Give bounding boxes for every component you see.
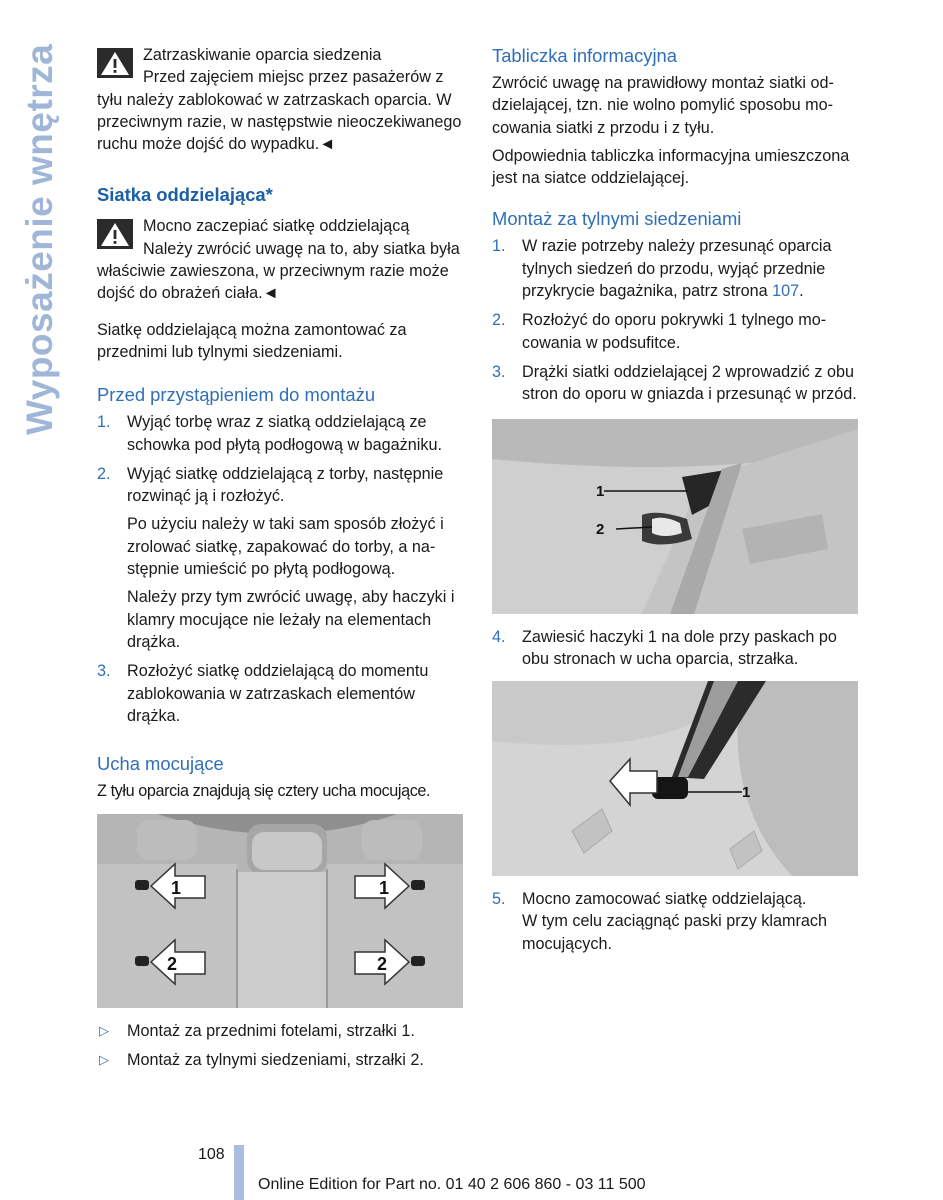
figure-label-1: 1 — [742, 784, 751, 802]
figure-rear-seat-anchors — [97, 814, 463, 1008]
steps-list-rear-mount-cont — [492, 626, 858, 671]
info-plate-text-2: Odpowiednia tabliczka informacyjna umieszczona jest na siatce oddzielającej. — [492, 146, 850, 188]
figure-label-2-right: 2 — [377, 954, 388, 975]
triangle-bullet-icon: ▷ — [99, 1023, 109, 1039]
warning-triangle-icon — [97, 219, 133, 249]
figure-headliner-mount — [492, 419, 858, 614]
figure-label-2: 2 — [596, 520, 605, 538]
list-item: 2. Wyjąć siatkę oddzielającą z torby, następnie rozwinąć ją i rozłożyć. Po użyciu należy w taki sam sposób złożyć i zrolować siatkę, zapakować do torby, a następnie umieścić po płytą podłogową. Należy przy tym zwrócić uwagę, aby haczyki i klamry mocujące nie leżały na elementach drążka. — [97, 464, 455, 651]
list-item: ▷ Montaż za tylnymi siedzeniami, strzałki 2. — [97, 1049, 465, 1071]
list-item: 3. Rozłożyć siatkę oddzielającą do momentu zablokowania w zatrzaskach elementów drążka. — [97, 662, 429, 725]
warning-title: Mocno zaczepiać siatkę oddzielającą — [143, 217, 410, 236]
list-item: 5. Mocno zamocować siatkę oddzielającą. W tym celu zaciągnąć paski przy klamrach mocujących. — [492, 890, 827, 953]
warning-box-net — [97, 215, 465, 304]
subsection-title-before-mount: Przed przystąpieniem do montażu — [97, 384, 376, 406]
list-item: 4. Zawiesić haczyki 1 na dole przy paskach po obu stronach w ucha oparcia, strzałka. — [492, 627, 837, 668]
subsection-title-info-plate: Tabliczka informacyjna — [492, 45, 678, 66]
list-item: ▷ Montaż za przednimi fotelami, strzałki 1. — [97, 1020, 465, 1042]
list-item: 2. Rozłożyć do oporu pokrywki 1 tylnego mocowania w podsufitce. — [492, 311, 827, 352]
figure-label-1: 1 — [596, 482, 605, 500]
list-item: 1. W razie potrzeby należy przesunąć oparcia tylnych siedzeń do przodu, wyjąć przednie przykrycie bagażnika, patrz strona 107. — [492, 237, 832, 301]
warning-text: Należy zwrócić uwagę na to, aby siatka była właściwie zawieszona, w przeciwnym razie może dojść do obrażeń ciała.◄ — [97, 239, 460, 303]
section-title-net: Siatka oddzielająca* — [97, 184, 273, 206]
subsection-title-anchors: Ucha mocujące — [97, 753, 224, 775]
figure-label-1-right: 1 — [379, 878, 390, 899]
footer-accent-bar — [234, 1145, 244, 1200]
steps-list-rear-mount-final — [492, 888, 858, 955]
chapter-side-title: Wyposażenie wnętrza — [19, 44, 60, 436]
bullet-list-anchors — [97, 1020, 465, 1071]
warning-triangle-icon — [97, 48, 133, 78]
right-column — [492, 44, 858, 962]
edition-footer: Online Edition for Part no. 01 40 2 606 860 - 03 11 500 — [258, 1176, 646, 1193]
figure-label-2-left: 2 — [167, 954, 178, 975]
page-reference-link[interactable]: 107 — [772, 282, 800, 301]
triangle-bullet-icon: ▷ — [99, 1051, 109, 1067]
figure-hook-anchor — [492, 681, 858, 876]
subsection-title-rear-mount: Montaż za tylnymi siedzeniami — [492, 208, 742, 230]
info-plate-text: Zwrócić uwagę na prawidłowy montaż siatki oddzielającej, tzn. nie wolno pomylić sposobu mocowania siatki z przodu i z tyłu. — [492, 74, 834, 137]
list-item: 3. Drążki siatki oddzielającej 2 wprowadzić z obu stron do oporu w gniazda i przesunąć w przód. — [492, 362, 857, 404]
warning-box-seat-latch — [97, 44, 465, 155]
figure-label-1-left: 1 — [171, 878, 182, 899]
anchors-text: Z tyłu oparcia znajdują się cztery ucha mocujące. — [97, 782, 431, 801]
warning-text: Przed zajęciem miejsc przez pasażerów z tyłu należy zablokować w zatrzaskach oparcia. W przeciwnym razie, w następstwie nieoczekiwanego ruchu może dojść do wypadku.◄ — [97, 68, 462, 154]
page-number: 108 — [198, 1146, 225, 1163]
warning-title: Zatrzaskiwanie oparcia siedzenia — [143, 46, 382, 64]
steps-list-before-mount — [97, 411, 465, 727]
left-column — [97, 44, 465, 1077]
intro-text: Siatkę oddzielającą można zamontować za przednimi lub tylnymi siedzeniami. — [97, 320, 407, 361]
list-item: 1. Wyjąć torbę wraz z siatką oddzielającą ze schowka pod płytą podłogową w bagażniku. — [97, 413, 442, 454]
steps-list-rear-mount — [492, 235, 858, 405]
